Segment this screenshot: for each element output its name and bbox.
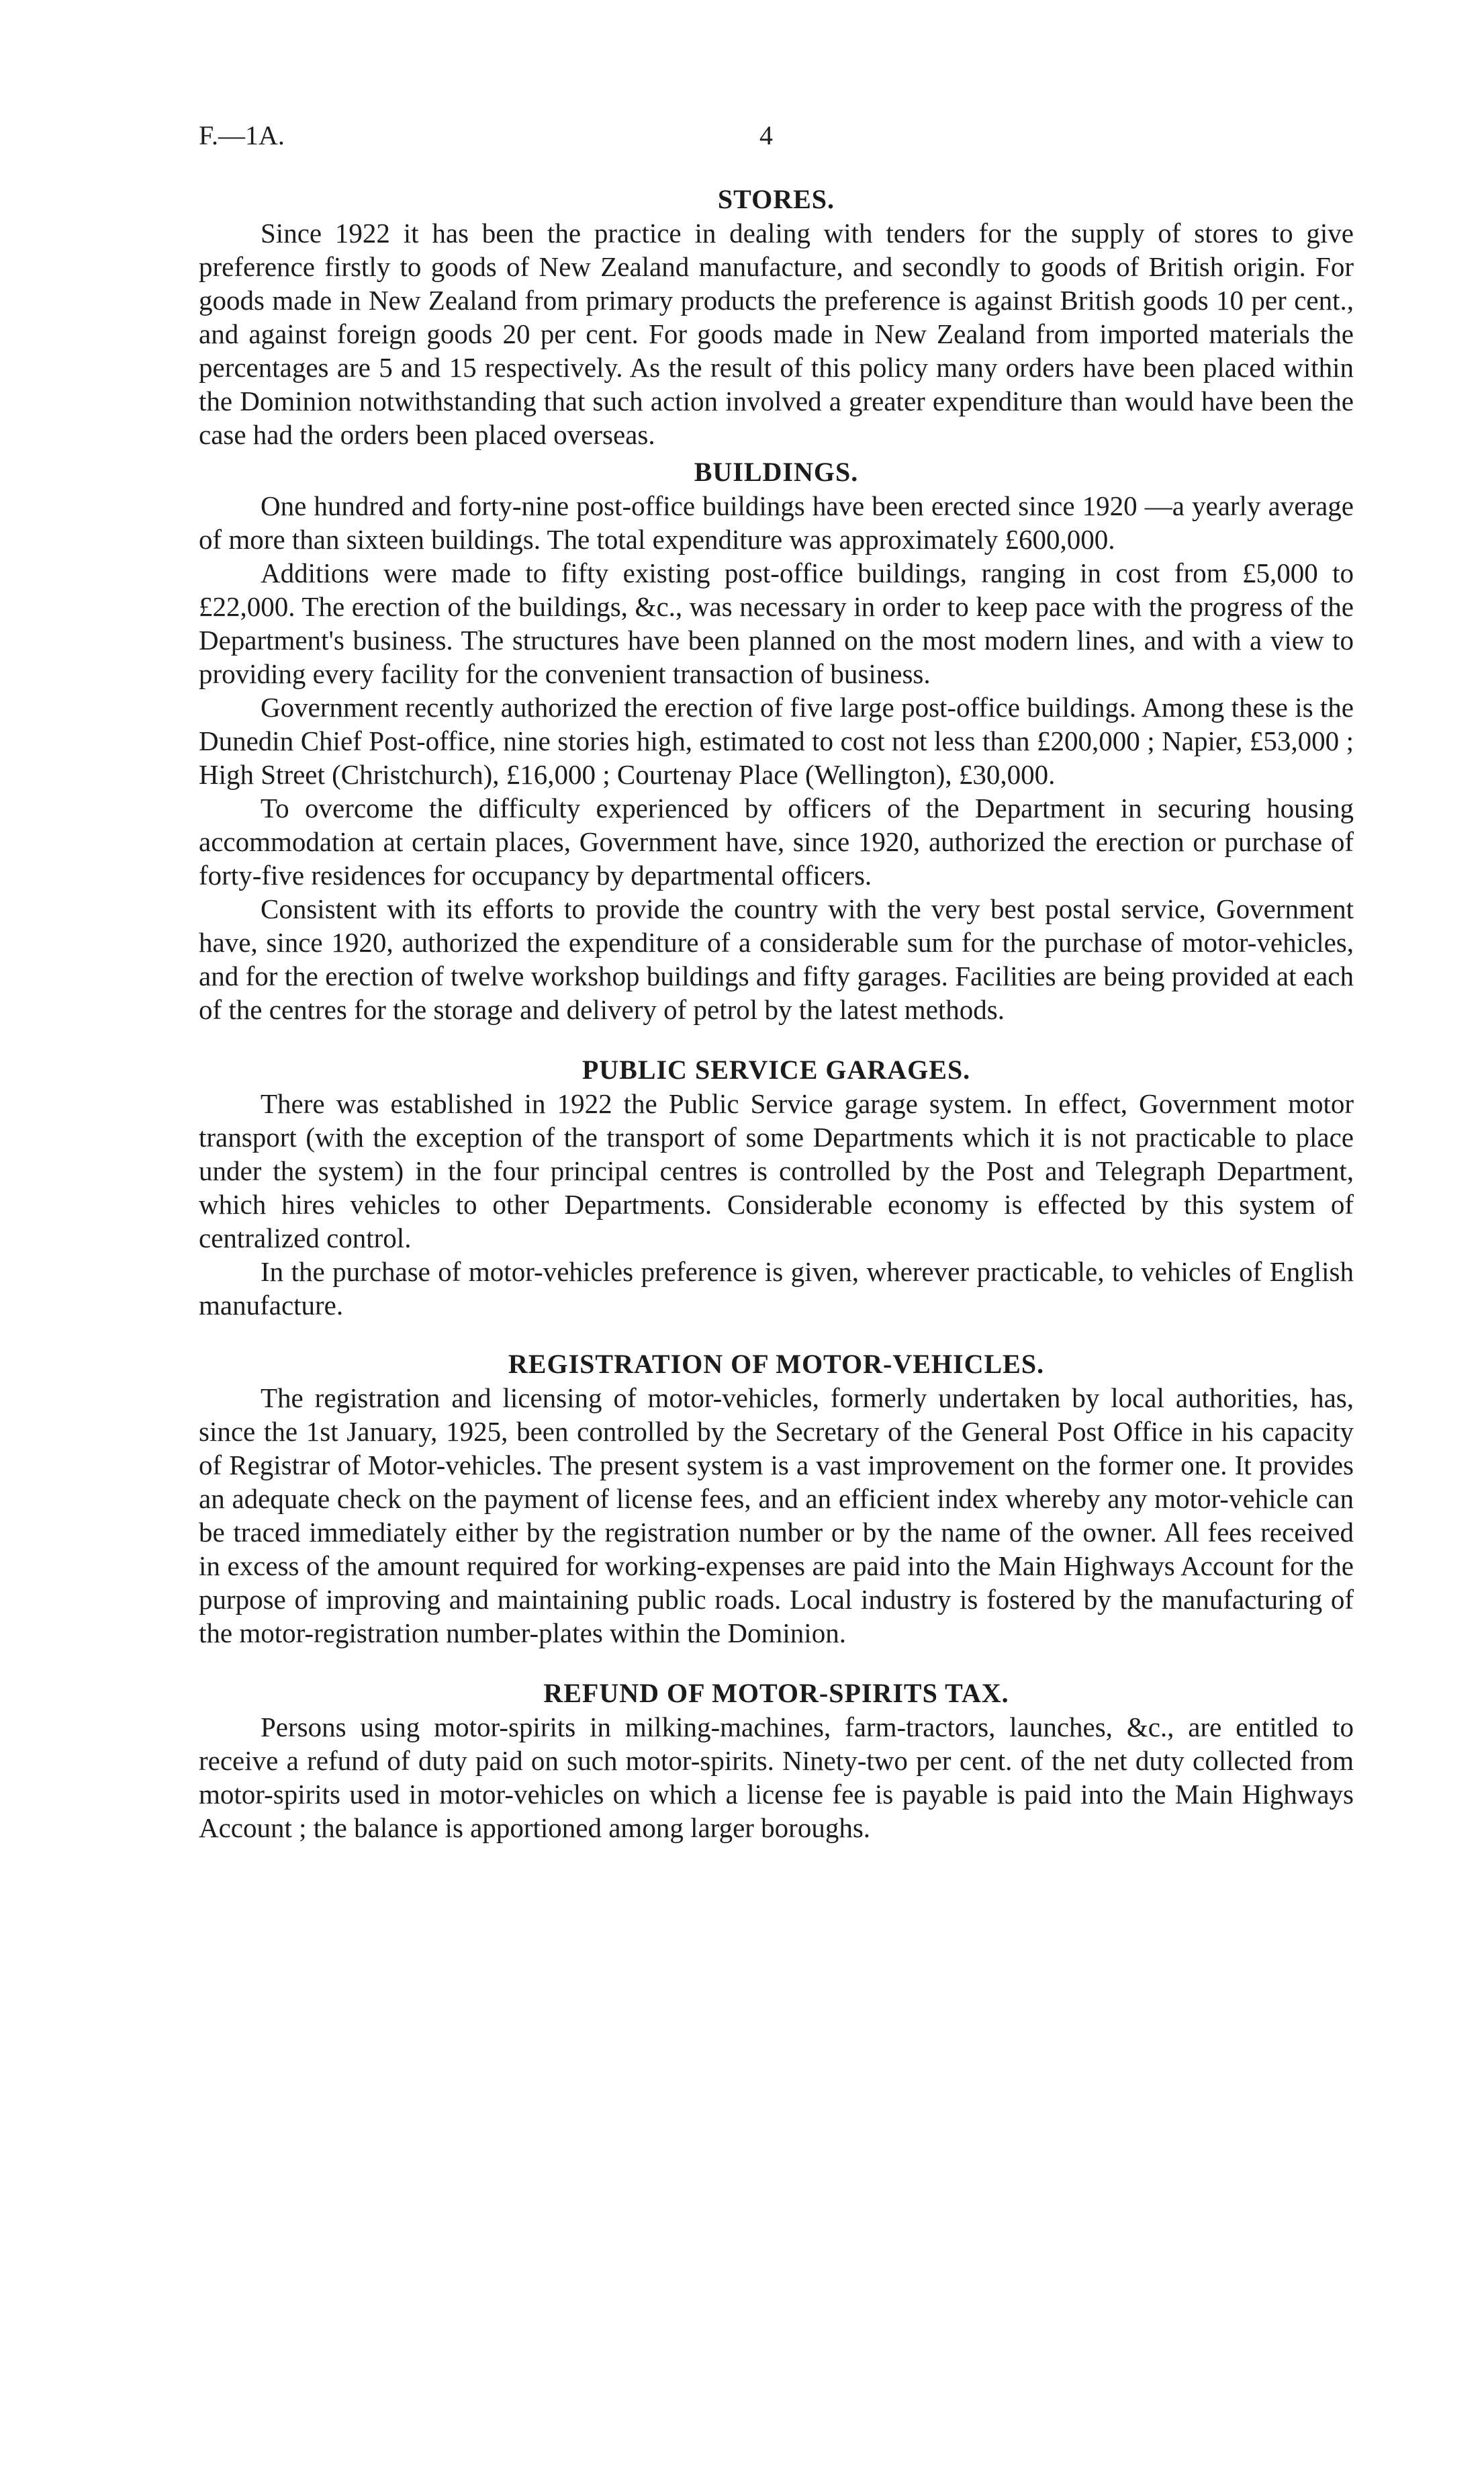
section-heading: REGISTRATION OF MOTOR-VEHICLES. (508, 1349, 1045, 1379)
page-body (199, 183, 1354, 1845)
section-heading: REFUND OF MOTOR-SPIRITS TAX. (543, 1678, 1009, 1708)
paragraph: Additions were made to fifty existing post-office buildings, ranging in cost from £5,000 to £22,000. The erection of the buildings, &c., was necessary in order to keep pace with the progress of the Department's business. The structures have been planned on the most modern lines, and with a view to providing every facility for the convenient transaction of business. (199, 558, 1354, 689)
page-number: 4 (759, 120, 773, 150)
paragraph: The registration and licensing of motor-vehicles, formerly undertaken by local authorities, has, since the 1st January, 1925, been controlled by the Secretary of the General Post Office in his capacity of Registrar of Motor-vehicles. The present system is a vast improvement on the former one. It provides an adequate check on the payment of license fees, and an efficient index whereby any motor-vehicle can be traced immediately either by the registration number or by the name of the owner. All fees received in excess of the amount required for working-expenses are paid into the Main Highways Account for the purpose of improving and maintaining public roads. Local industry is fostered by the manufacturing of the motor-registration number-plates within the Dominion. (199, 1382, 1354, 1648)
paragraph: There was established in 1922 the Public Service garage system. In effect, Government motor transport (with the exception of the transport of some Departments which it is not practicable to place under the system) in the four principal centres is controlled by the Post and Telegraph Department, which hires vehicles to other Departments. Considerable economy is effected by this system of centralized control. (199, 1088, 1354, 1253)
section-stores (199, 183, 1354, 451)
section-buildings (199, 455, 1354, 1026)
running-head (199, 120, 1354, 160)
document-reference: F.—1A. (199, 120, 285, 150)
section-public-service-garages (199, 1053, 1354, 1322)
paragraph: To overcome the difficulty experienced by officers of the Department in securing housing accommodation at certain places, Government have, since 1920, authorized the erection or purchase of forty-five residences for occupancy by departmental officers. (199, 793, 1354, 891)
paragraph: Consistent with its efforts to provide the country with the very best postal service, Government have, since 1920, authorized the expenditure of a considerable sum for the purchase of motor-vehicles, and for the erection of twelve workshop buildings and fifty garages. Facilities are being provided at each of the centres for the storage and delivery of petrol by the latest methods. (199, 893, 1354, 1025)
paragraph: One hundred and forty-nine post-office buildings have been erected since 1920 —a yearly average of more than sixteen buildings. The total expenditure was approximately £600,000. (199, 490, 1354, 555)
section-refund-of-motor-spirits-tax (199, 1677, 1354, 1845)
paragraph: Since 1922 it has been the practice in dealing with tenders for the supply of stores to give preference firstly to goods of New Zealand manufacture, and secondly to goods of British origin. For goods made in New Zealand from primary products the preference is against British goods 10 per cent., and against foreign goods 20 per cent. For goods made in New Zealand from imported materials the percentages are 5 and 15 respectively. As the result of this policy many orders have been placed within the Dominion notwithstanding that such action involved a greater expenditure than would have been the case had the orders been placed overseas. (199, 218, 1354, 450)
paragraph: Persons using motor-spirits in milking-machines, farm-tractors, launches, &c., are entitled to receive a refund of duty paid on such motor-spirits. Ninety-two per cent. of the net duty collected from motor-spirits used in motor-vehicles on which a license fee is payable is paid into the Main Highways Account ; the balance is apportioned among larger boroughs. (199, 1712, 1354, 1843)
paragraph: In the purchase of motor-vehicles preference is given, wherever practicable, to vehicles of English manufacture. (199, 1256, 1354, 1321)
section-heading: PUBLIC SERVICE GARAGES. (582, 1055, 971, 1085)
paragraph: Government recently authorized the erection of five large post-office buildings. Among these is the Dunedin Chief Post-office, nine stories high, estimated to cost not less than £200,000 ; Napier, £53,000 ; High Street (Christchurch), £16,000 ; Courtenay Place (Wellington), £30,000. (199, 692, 1354, 790)
section-heading: BUILDINGS. (694, 457, 859, 487)
section-heading: STORES. (717, 184, 835, 214)
section-registration-of-motor-vehicles (199, 1347, 1354, 1650)
